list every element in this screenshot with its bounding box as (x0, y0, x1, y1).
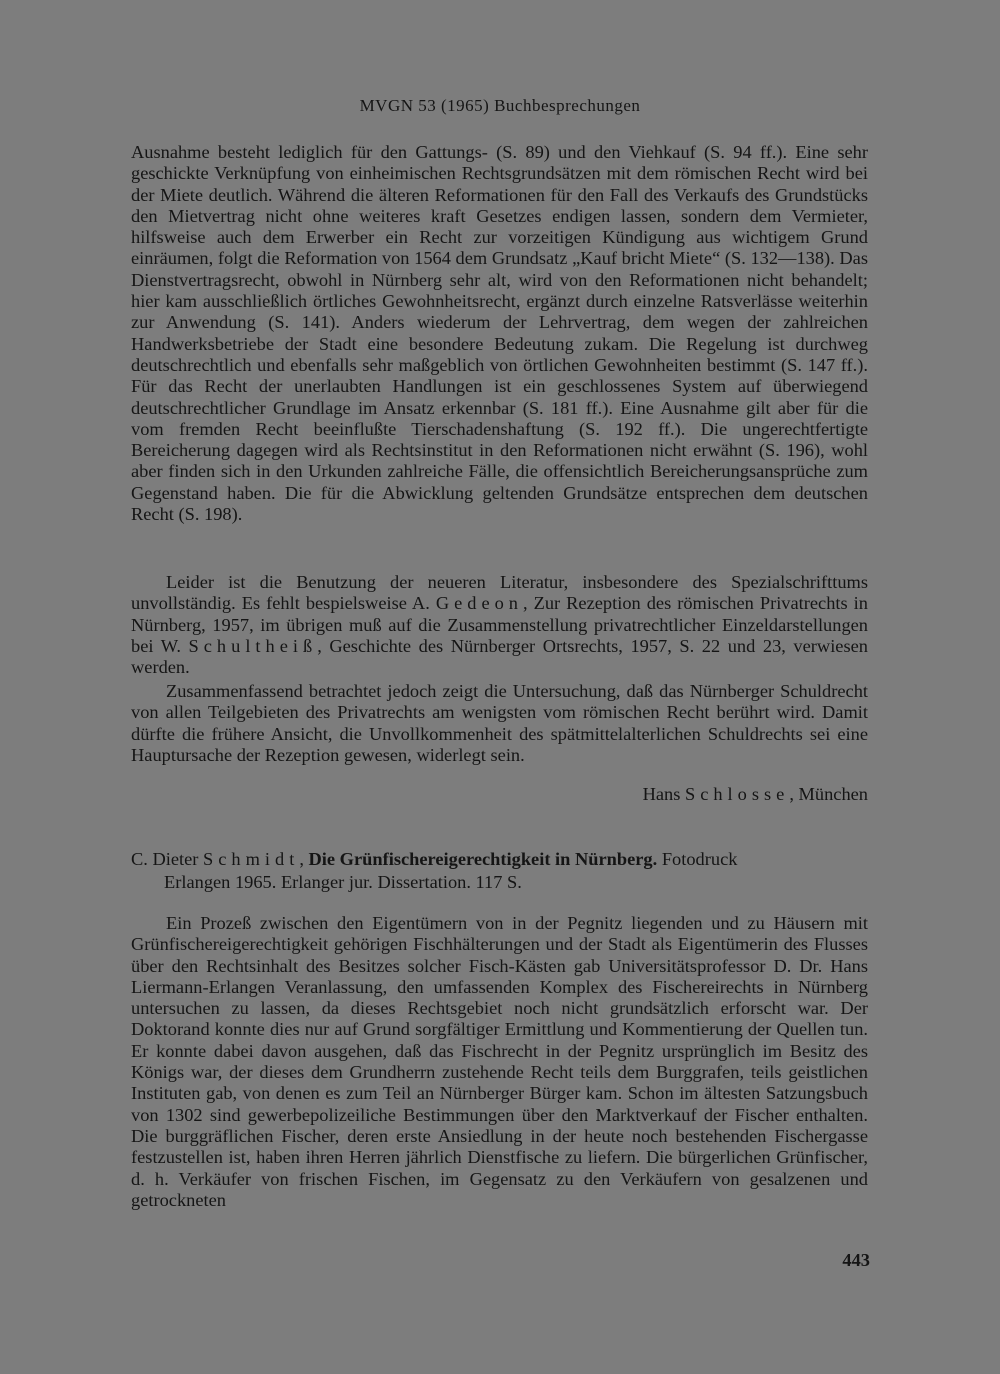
cited-author-gedeon: Gedeon (435, 593, 524, 614)
para2-text-after: , Geschichte des Nürnberger Ortsrechts, 1957, S. 22 und 23, verwiesen werden. (131, 635, 868, 678)
reviewer-last-name: Schlosse (684, 784, 790, 804)
running-head: MVGN 53 (1965) Buchbesprechungen (359, 96, 641, 115)
citation-author: Schmidt (203, 849, 300, 869)
review1-paragraph-3: Zusammenfassend betrachtet jedoch zeigt die Untersuchung, daß das Nürnberger Schuldrecht von allen Teilgebieten des Privatrechts am wenigsten vom römischen Recht berührt wird. Damit dürfte die frühere Ansicht, die Unvollkommenheit des spätmittelalterlichen Schuldrechts sei eine Hauptursache der Rezeption gewesen, widerlegt sein. (131, 681, 868, 765)
citation-format: Fotodruck (657, 849, 738, 869)
para2-text-middle: , Zur Rezeption des römischen Privatrechts in Nürnberg, 1957, im übrigen muß auf die Zusammenstellung privatrechtlicher Einzeldarstellungen bei W. (131, 593, 868, 656)
reviewer-signature (643, 784, 868, 805)
review1-paragraph-1: Ausnahme besteht lediglich für den Gattungs- (S. 89) und den Viehkauf (S. 94 ff.). Eine sehr geschickte Verknüpfung von einheimischen Rechtsgrundsätzen mit dem römischen Recht wird bei der Miete deutlich. Während die älteren Reformationen für den Fall des Verkaufs des Grundstücks den Mietvertrag nicht ohne weiteres kraft Gesetzes endigen lassen, sondern dem Vermieter, hilfsweise auch dem Erwerber ein Recht zur vorzeitigen Kündigung aus wichtigem Grund einräumen, folgt die Reformation von 1564 dem Grundsatz „Kauf bricht Miete“ (S. 132—138). Das Dienstvertragsrecht, obwohl in Nürnberg sehr alt, wird von den Reformationen nicht behandelt; hier kam ausschließlich örtliches Gewohnheitsrecht, ergänzt durch einzelne Ratsverlässe weiterhin zur Anwendung (S. 141). Anders wiederum der Lehrvertrag, dem wegen der zahlreichen Handwerksbetriebe der Stadt eine besondere Bedeutung zukam. Die Regelung ist durchweg deutschrechtlich und ebenfalls sehr maßgeblich von örtlichen Gewohnheiten bestimmt (S. 147 ff.). Für das Recht der unerlaubten Handlungen ist ein geschlossenes System auf überwiegend deutschrechtlicher Grundlage im Ansatz erkennbar (S. 181 ff.). Eine Ausnahme gilt aber für die vom fremden Recht beeinflußte Tierschadenshaftung (S. 192 ff.). Die ungerechtfertigte Bereicherung dagegen wird als Rechtsinstitut in den Reformationen nicht erwähnt (S. 196), wohl aber finden sich in den Urkunden zahlreiche Fälle, die offensichtlich Bereicherungsansprüche zum Gegenstand haben. Die für die Abwicklung geltenden Grundsätze entsprechen dem deutschen Recht (S. 198). (131, 142, 868, 525)
review1-paragraph-2 (131, 572, 868, 678)
para2-text-before: Leider ist die Benutzung der neueren Literatur, insbesondere des Spezialschrifttums unvollständig. Es fehlt bespielsweise A. (131, 572, 868, 614)
reviewer-first-name: Hans (642, 784, 685, 804)
cited-author-schultheiss: Schultheiß (188, 635, 318, 656)
citation-prefix: C. Dieter (131, 849, 204, 869)
citation-title: Die Grünfischereigerechtigkeit in Nürnberg. (308, 849, 658, 869)
book-citation (131, 848, 871, 893)
citation-comma: , (299, 849, 309, 869)
citation-publication-details: Erlangen 1965. Erlanger jur. Dissertation. 117 S. (164, 871, 522, 892)
review2-paragraph-1: Ein Prozeß zwischen den Eigentümern von in der Pegnitz liegenden und zu Häusern mit Grünfischereigerechtigkeit gehörigen Fischhälterungen und der Stadt als Eigentümerin des Flusses über den Rechtsinhalt des Besitzes solcher Fisch-Kästen gab Universitätsprofessor D. Dr. Hans Liermann-Erlangen Veranlassung, den umfassenden Komplex des Fischereirechts in Nürnberg untersuchen zu lassen, da dieses Rechtsgebiet noch nicht grundsätzlich erforscht war. Der Doktorand konnte dies nur auf Grund sorgfältiger Ermittlung und Kommentierung der Quellen tun. Er konnte dabei davon ausgehen, daß das Fischrecht in der Pegnitz ursprünglich im Besitz des Königs war, der dieses dem Grundherrn zustehende Recht teils dem Burggrafen, teils geistlichen Instituten gab, von denen es zum Teil an Nürnberger Bürger kam. Schon im ältesten Satzungsbuch von 1302 sind gewerbepolizeiliche Bestimmungen über den Marktverkauf der Fischer enthalten. Die burggräflichen Fischer, deren erste Ansiedlung in der heute noch bestehenden Fischergasse festzustellen ist, haben ihren Herren jährlich Dienstfische zu liefern. Die bürgerlichen Grünfischer, d. h. Verkäufer von frischen Fischen, im Gegensatz zu den Verkäufern von gesalzenen und getrockneten (131, 913, 868, 1210)
reviewer-place: , München (789, 784, 868, 804)
page-number: 443 (842, 1250, 870, 1270)
